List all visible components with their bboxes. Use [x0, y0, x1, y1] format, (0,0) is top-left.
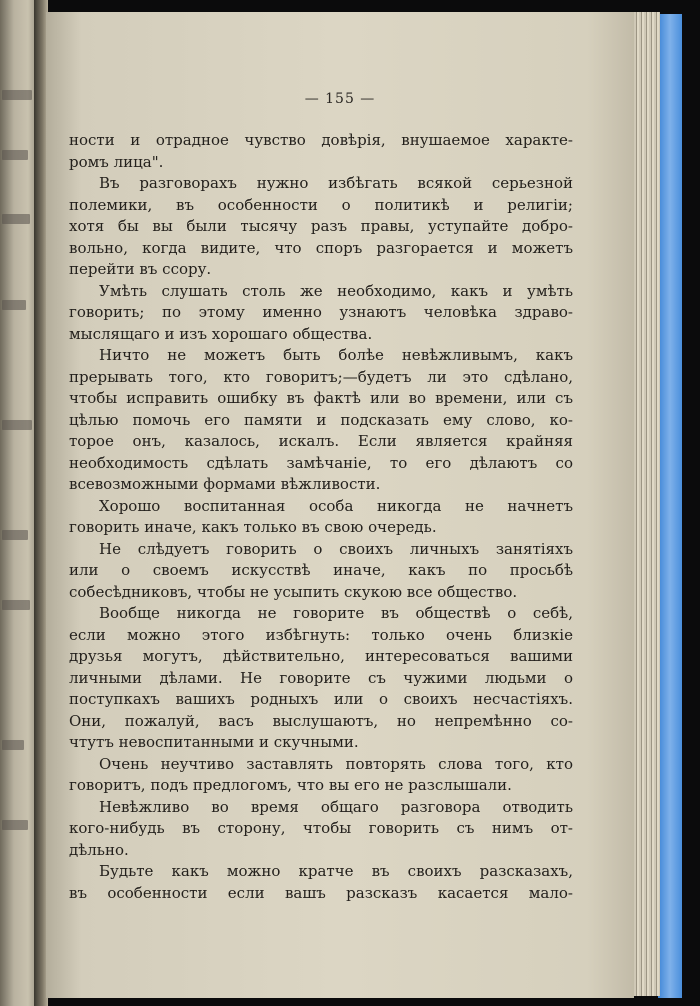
text-line: Въ разговорахъ нужно избѣгать всякой серьезной	[99, 174, 573, 192]
left-page-text-fragment	[2, 600, 30, 610]
text-line: Ничто не можетъ быть болѣе невѣжливымъ, какъ	[99, 346, 573, 364]
text-line: личными дѣлами. Не говорите съ чужими людьми о	[69, 668, 573, 687]
text-line: Невѣжливо во время общаго разговора отводить	[99, 797, 573, 816]
text-line: перейти въ ссору.	[69, 260, 212, 278]
page-number: — 155 —	[304, 91, 376, 107]
left-page-text-fragment	[2, 820, 28, 830]
text-line: Умѣть слушать столь же необходимо, какъ и умѣть	[99, 281, 573, 300]
text-line: чтутъ невоспитанными и скучными.	[69, 733, 359, 751]
text-line: хотя бы вы были тысячу разъ правы, уступайте добро-	[69, 217, 573, 235]
text-line: Очень неучтиво заставлять повторять слова того, кто	[99, 754, 573, 773]
text-line: полемики, въ особенности о политикѣ и религіи;	[69, 195, 573, 214]
text-line: Не слѣдуетъ говорить о своихъ личныхъ занятіяхъ	[99, 539, 573, 558]
page-text	[69, 130, 573, 904]
text-line: Вообще никогда не говорите въ обществѣ о себѣ,	[99, 604, 573, 622]
text-line: Они, пожалуй, васъ выслушаютъ, но непремѣнно со-	[69, 711, 573, 730]
text-line: если можно этого избѣгнуть: только очень близкіе	[69, 625, 573, 644]
text-line: цѣлью помочь его памяти и подсказать ему слово, ко-	[69, 410, 573, 429]
left-page-text-fragment	[2, 90, 32, 100]
left-page-text-fragment	[2, 150, 28, 160]
book-page	[46, 12, 634, 998]
text-line: торое онъ, казалось, искалъ. Если является крайняя	[69, 432, 573, 450]
text-line: говорить; по этому именно узнаютъ человѣка здраво-	[69, 303, 573, 321]
text-line: Хорошо воспитанная особа никогда не начнетъ	[99, 496, 573, 515]
text-line: кого-нибудь въ сторону, чтобы говорить съ нимъ от-	[69, 819, 573, 837]
text-line: ности и отрадное чувство довѣрія, внушаемое характе-	[69, 131, 573, 149]
text-line: или о своемъ искусствѣ иначе, какъ по просьбѣ	[69, 561, 573, 579]
left-page-text-fragment	[2, 214, 30, 224]
left-page-text-fragment	[2, 530, 28, 540]
text-line: всевозможными формами вѣжливости.	[69, 475, 381, 493]
text-line: чтобы исправить ошибку въ фактѣ или во времени, или съ	[69, 389, 573, 407]
text-line: дѣльно.	[69, 840, 129, 859]
text-line: вольно, когда видите, что споръ разгорается и можетъ	[69, 238, 573, 257]
left-page-text-fragment	[2, 300, 26, 310]
book-cover-edge	[658, 14, 682, 998]
text-line: ромъ лица".	[69, 152, 164, 171]
text-line: друзья могутъ, дѣйствительно, интересоваться вашими	[69, 647, 573, 665]
left-page-text-fragment	[2, 420, 32, 430]
text-line: необходимость сдѣлать замѣчаніе, то его дѣлаютъ со	[69, 453, 573, 472]
page-edges	[634, 12, 660, 996]
left-page-text-fragment	[2, 740, 24, 750]
text-line: говорить иначе, какъ только въ свою очередь.	[69, 518, 437, 536]
text-line: мыслящаго и изъ хорошаго общества.	[69, 324, 373, 343]
text-line: говоритъ, подъ предлогомъ, что вы его не разслышали.	[69, 776, 512, 794]
text-line: въ особенности если вашъ разсказъ касается мало-	[69, 883, 573, 902]
text-line: собесѣдниковъ, чтобы не усыпить скукою все общество.	[69, 582, 518, 601]
text-line: поступкахъ вашихъ родныхъ или о своихъ несчастіяхъ.	[69, 690, 573, 708]
text-line: прерывать того, кто говоритъ;—будетъ ли это сдѣлано,	[69, 367, 573, 386]
text-line: Будьте какъ можно кратче въ своихъ разсказахъ,	[99, 862, 573, 880]
